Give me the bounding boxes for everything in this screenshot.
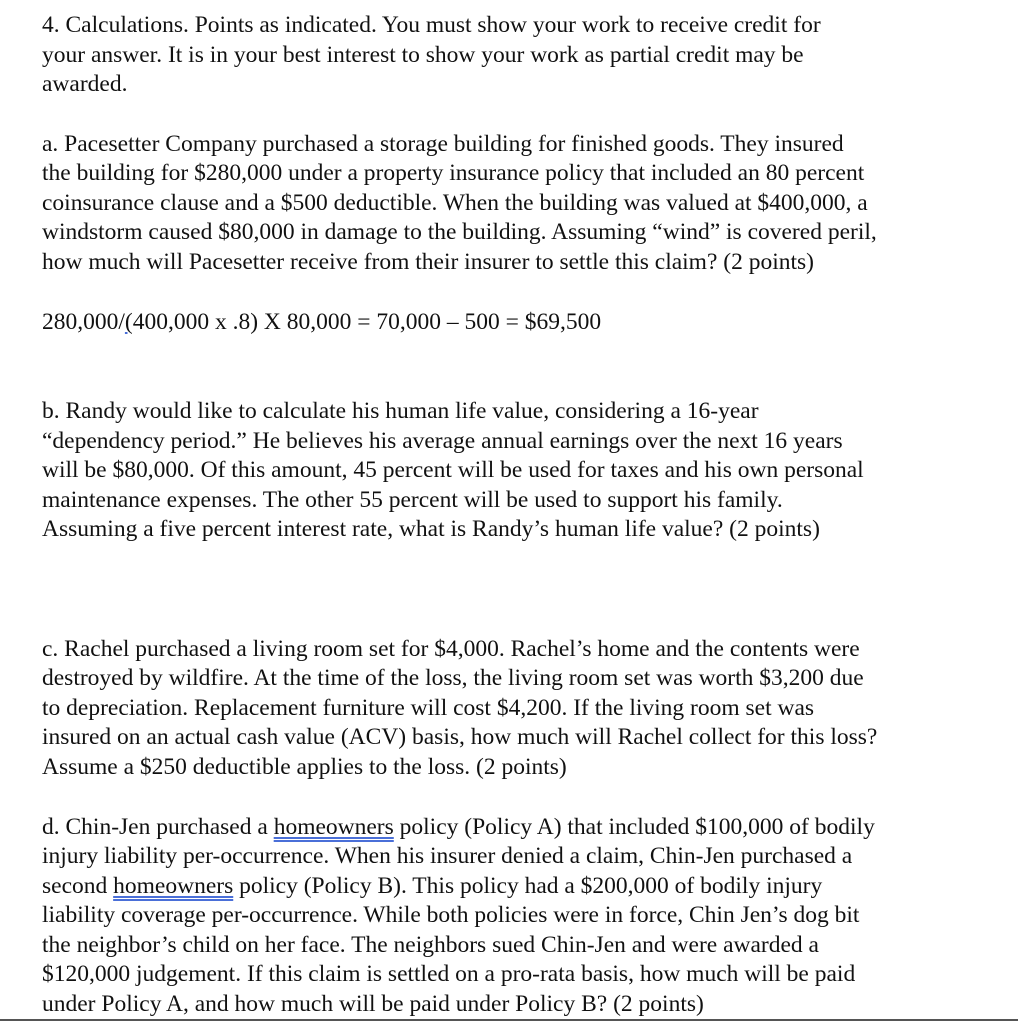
grammar-flag-mark[interactable]: (: [124, 309, 133, 335]
question-d-line: [42, 871, 822, 901]
instructions-line: 4. Calculations. Points as indicated. You must show your work to receive credit for: [42, 12, 821, 38]
question-c-line: destroyed by wildfire. At the time of the loss, the living room set was worth $3,200 due: [42, 665, 864, 691]
question-c-line: insured on an actual cash value (ACV) basis, how much will Rachel collect for this loss?: [42, 724, 878, 750]
question-b-line: maintenance expenses. The other 55 percent will be used to support his family.: [42, 487, 783, 513]
question-b-line: will be $80,000. Of this amount, 45 percent will be used for taxes and his own personal: [42, 457, 864, 483]
answer-prefix: 280,000/: [42, 309, 125, 335]
question-b-line: b. Randy would like to calculate his human life value, considering a 16-year: [42, 398, 759, 424]
question-d-line: the neighbor’s child on her face. The neighbors sued Chin-Jen and were awarded a: [42, 932, 819, 958]
instructions-line: awarded.: [42, 71, 128, 97]
question-d-line: $120,000 judgement. If this claim is settled on a pro-rata basis, how much will be paid: [42, 961, 856, 987]
text-run: second: [42, 873, 114, 899]
page-bottom-border: [0, 1019, 1018, 1021]
question-c-line: Assume a $250 deductible applies to the loss. (2 points): [42, 754, 567, 780]
question-d-line: [42, 812, 875, 842]
question-a-line: the building for $280,000 under a property insurance policy that included an 80 percent: [42, 160, 865, 186]
answer-rest: 400,000 x .8) X 80,000 = 70,000 – 500 = $69,500: [132, 309, 602, 335]
text-run: policy (Policy A) that included $100,000 of bodily: [393, 814, 875, 840]
instructions-line: your answer. It is in your best interest to show your work as partial credit may be: [42, 42, 804, 68]
question-a-line: a. Pacesetter Company purchased a storage building for finished goods. They insured: [42, 131, 844, 157]
question-c-line: to depreciation. Replacement furniture will cost $4,200. If the living room set was: [42, 695, 815, 721]
spellcheck-flag-homeowners[interactable]: homeowners: [273, 814, 394, 840]
question-b-line: Assuming a five percent interest rate, what is Randy’s human life value? (2 points): [42, 516, 820, 542]
question-d-line: under Policy A, and how much will be paid under Policy B? (2 points): [42, 991, 704, 1017]
question-b-line: “dependency period.” He believes his average annual earnings over the next 16 years: [42, 428, 843, 454]
question-a-answer[interactable]: [42, 307, 601, 337]
question-d-line: injury liability per-occurrence. When his insurer denied a claim, Chin-Jen purchased a: [42, 843, 853, 869]
spellcheck-flag-homeowners[interactable]: homeowners: [113, 873, 234, 899]
question-c-line: c. Rachel purchased a living room set for $4,000. Rachel’s home and the contents were: [42, 636, 860, 662]
question-a-line: coinsurance clause and a $500 deductible. When the building was valued at $400,000, a: [42, 190, 868, 216]
text-run: d. Chin-Jen purchased a: [42, 814, 274, 840]
question-a-line: windstorm caused $80,000 in damage to the building. Assuming “wind” is covered peril,: [42, 219, 877, 245]
question-d-line: liability coverage per-occurrence. While both policies were in force, Chin Jen’s dog bit: [42, 902, 860, 928]
text-run: policy (Policy B). This policy had a $200,000 of bodily injury: [233, 873, 823, 899]
question-a-line: how much will Pacesetter receive from their insurer to settle this claim? (2 points): [42, 249, 815, 275]
